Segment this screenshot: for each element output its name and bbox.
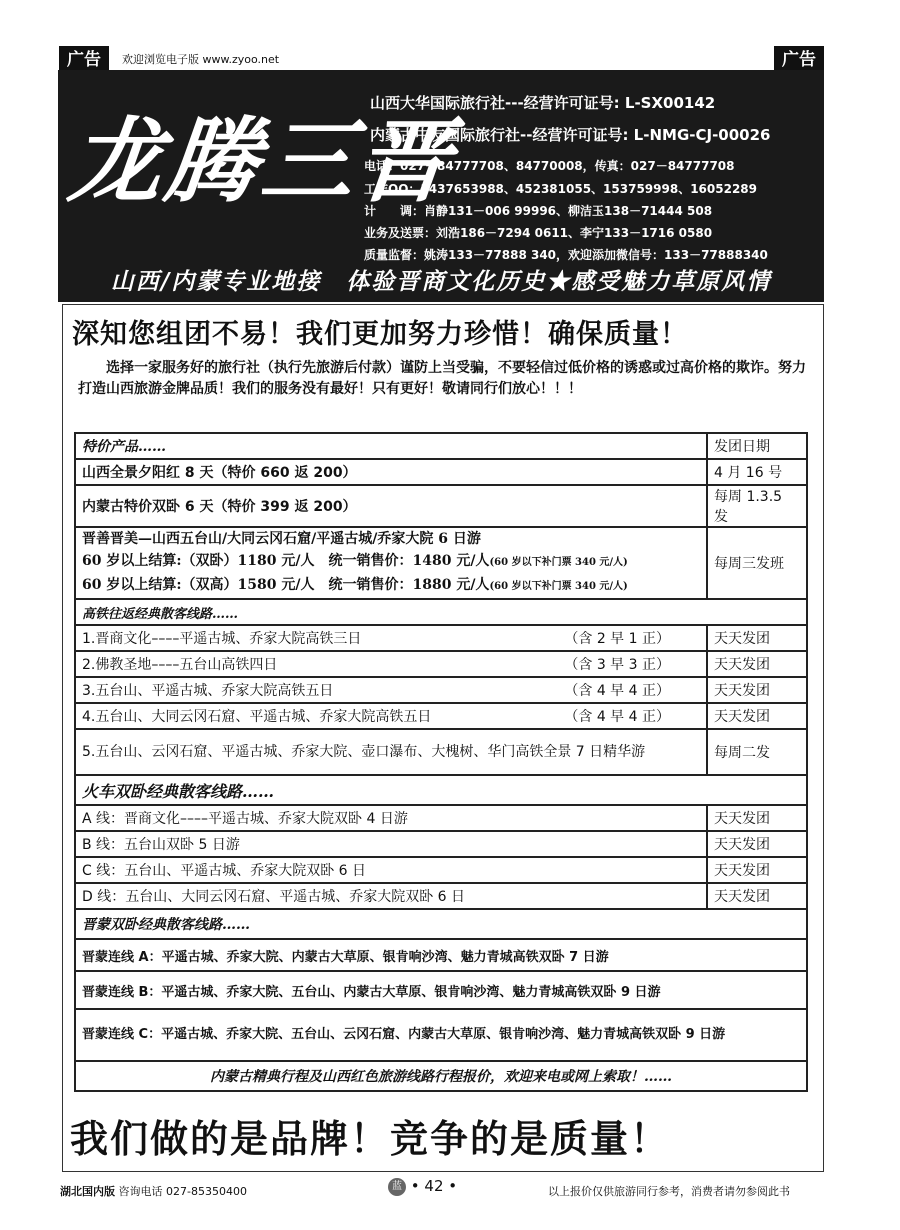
brand-logo: 龙腾三晋 [64,107,460,215]
contact-quality: 质量监督：姚涛133－77888 340，欢迎添加微信号：133－77888340 [364,248,768,262]
train-date: 天天发团 [707,805,807,831]
big-slogan: 我们做的是品牌！竞争的是质量！ [70,1117,671,1161]
slogan-bar: 山西/内蒙专业地接 体验晋商文化历史★感受魅力草原风情 [58,262,824,302]
jm-route: 晋蒙连线 B：平遥古城、乔家大院、五台山、内蒙古大草原、银肯响沙湾、魅力青城高铁双卧 9 日游 [75,971,807,1009]
contact-phone: 电话：027－84777708、84770008，传真：027－84777708 [364,159,735,173]
contact-business: 业务及送票：刘浩186－7294 0611、李宁133－1716 0580 [364,226,713,240]
hsr-route: 5.五台山、云冈石窟、平遥古城、乔家大院、壶口瀑布、大槐树、华门高铁全景 7 日精华游 [75,729,707,775]
col-header-date: 发团日期 [707,433,807,459]
contact-planner: 计 调：肖静131－006 99996、柳洁玉138－71444 508 [364,204,713,218]
train-route: D 线：五台山、大同云冈石窟、平遥古城、乔家大院双卧 6 日 [75,883,707,909]
license-1: 山西大华国际旅行社---经营许可证号: L-SX00142 [370,94,716,112]
hsr-date: 天天发团 [707,677,807,703]
intro-paragraph [78,358,818,400]
section-hsr: 高铁往返经典散客线路…… [75,599,807,625]
combo-date: 每周三发班 [707,527,807,599]
table-row [75,625,807,651]
train-route: C 线：五台山、平遥古城、乔家大院双卧 6 日 [75,857,707,883]
table-row [75,1061,807,1091]
hsr-route [75,625,707,651]
table-row [75,459,807,485]
hsr-date: 天天发团 [707,651,807,677]
hsr-name: 4.五台山、大同云冈石窟、平遥古城、乔家大院高铁五日 [82,709,432,725]
disclaimer: 以上报价仅供旅游同行参考，消费者请勿参阅此书 [548,1185,790,1198]
hsr-meals: （含 4 早 4 正） [564,683,670,699]
jm-route: 晋蒙连线 C：平遥古城、乔家大院、五台山、云冈石窟、内蒙古大草原、银肯响沙湾、魅力青城高铁双卧 9 日游 [75,1009,807,1061]
hsr-name: 2.佛教圣地––––五台山高铁四日 [82,657,278,673]
combo-route [75,527,707,599]
ad-tag-right: 广告 [774,46,824,74]
table-row [75,433,807,459]
hsr-route [75,677,707,703]
table-row [75,805,807,831]
hsr-meals: （含 4 早 4 正） [564,709,670,725]
table-row [75,775,807,805]
table-row [75,831,807,857]
jm-route: 晋蒙连线 A：平遥古城、乔家大院、内蒙古大草原、银肯响沙湾、魅力青城高铁双卧 7 日游 [75,939,807,971]
combo-note-2: (60 岁以下补门票 340 元/人) [489,581,628,592]
routes-table [74,432,808,1092]
header-banner [58,70,824,262]
hsr-name: 3.五台山、平遥古城、乔家大院高铁五日 [82,683,334,699]
footer-left [60,1183,247,1199]
table-footer-note: 内蒙古精典行程及山西红色旅游线路行程报价，欢迎来电或网上索取！…… [75,1061,807,1091]
table-row [75,703,807,729]
table-row [75,971,807,1009]
page-number-text: • 42 • [410,1177,458,1195]
table-row [75,857,807,883]
train-route: B 线：五台山双卧 5 日游 [75,831,707,857]
table-row [75,1009,807,1061]
table-row [75,909,807,939]
table-row [75,527,807,599]
special-date: 每周 1.3.5 发 [707,485,807,527]
hotline: 咨询电话 027-85350400 [118,1185,247,1198]
section-jm: 晋蒙双卧经典散客线路…… [75,909,807,939]
table-row [75,651,807,677]
combo-price-2: 60 岁以上结算:（双高）1580 元/人 统一销售价：1880 元/人 [82,577,490,593]
hsr-date: 天天发团 [707,703,807,729]
section-special: 特价产品…… [75,433,707,459]
train-route: A 线：晋商文化––––平遥古城、乔家大院双卧 4 日游 [75,805,707,831]
train-date: 天天发团 [707,857,807,883]
page-number [388,1177,457,1196]
table-row [75,729,807,775]
hsr-meals: （含 3 早 3 正） [564,657,670,673]
special-route: 山西全景夕阳红 8 天（特价 660 返 200） [75,459,707,485]
table-row [75,939,807,971]
table-row [75,677,807,703]
special-route: 内蒙古特价双卧 6 天（特价 399 返 200） [75,485,707,527]
combo-note-1: (60 岁以下补门票 340 元/人) [489,557,628,568]
welcome-text: 欢迎浏览电子版 www.zyoo.net [122,53,280,66]
contact-qq: 工作QQ：1437653988、452381055、153759998、16052289 [364,182,757,196]
hsr-name: 1.晋商文化––––平遥古城、乔家大院高铁三日 [82,631,362,647]
train-date: 天天发团 [707,831,807,857]
table-row [75,485,807,527]
license-2: 内蒙古中友国际旅行社--经营许可证号: L-NMG-CJ-00026 [370,126,771,144]
combo-title: 晋善晋美—山西五台山/大同云冈石窟/平遥古城/乔家大院 6 日游 [82,531,481,547]
hsr-date: 天天发团 [707,625,807,651]
table-row [75,883,807,909]
hsr-route [75,651,707,677]
edition-label: 湖北国内版 [60,1185,115,1198]
headline: 深知您组团不易！我们更加努力珍惜！确保质量！ [72,319,688,350]
special-date: 4 月 16 号 [707,459,807,485]
ad-tag-left: 广告 [59,46,109,74]
hsr-meals: （含 2 早 1 正） [564,631,670,647]
table-row [75,599,807,625]
seal-icon: 蓝 [388,1178,406,1196]
hsr-date: 每周二发 [707,729,807,775]
train-date: 天天发团 [707,883,807,909]
section-train: 火车双卧经典散客线路…… [75,775,807,805]
combo-price-1: 60 岁以上结算:（双卧）1180 元/人 统一销售价：1480 元/人 [82,553,490,569]
intro-text: 选择一家服务好的旅行社（执行先旅游后付款）谨防上当受骗，不要轻信过低价格的诱惑或过高价格的欺诈。努力打造山西旅游金牌品质！我们的服务没有最好！只有更好！敬请同行们放心！！！ [78,360,806,397]
hsr-route [75,703,707,729]
